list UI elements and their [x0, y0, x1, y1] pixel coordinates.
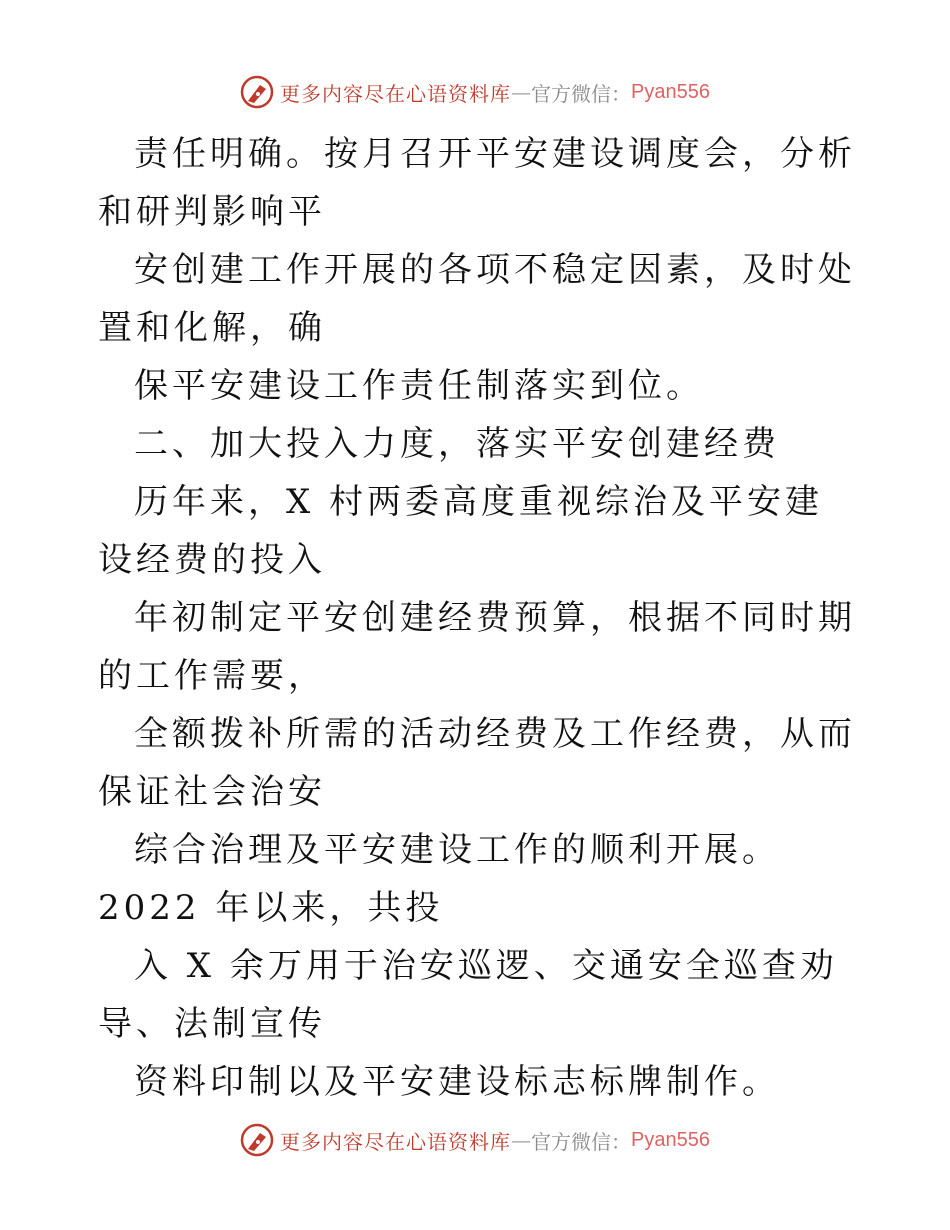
footer-watermark-banner	[0, 1120, 950, 1160]
section-heading: 二、加大投入力度，落实平安创建经费	[134, 424, 780, 464]
banner-wechat-id: Pyan556	[631, 1128, 710, 1151]
paragraph: 资料印制以及平安建设标志标牌制作。	[134, 1062, 780, 1102]
banner-text: 更多内容尽在心语资料库	[280, 1129, 512, 1154]
header-watermark-banner	[0, 72, 950, 112]
paragraph: 保平安建设工作责任制落实到位。	[134, 366, 704, 406]
paragraph: 历年来，X 村两委高度重视综治及平安建设经费的投入	[98, 482, 824, 580]
paragraph: 安创建工作开展的各项不稳定因素，及时处置和化解，确	[98, 250, 856, 348]
document-body	[98, 125, 858, 1111]
pen-nib-logo-icon	[240, 1123, 274, 1157]
paragraph: 综合治理及平安建设工作的顺利开展。2022 年以来，共投	[98, 830, 780, 928]
banner-wechat-id: Pyan556	[631, 80, 710, 103]
pen-nib-logo-icon	[240, 75, 274, 109]
banner-separator: —	[511, 80, 532, 104]
banner-wechat-label: 官方微信：	[531, 81, 632, 106]
paragraph: 入 X 余万用于治安巡逻、交通安全巡查劝导、法制宣传	[98, 946, 838, 1044]
paragraph: 年初制定平安创建经费预算，根据不同时期的工作需要，	[98, 598, 856, 696]
paragraph: 责任明确。按月召开平安建设调度会，分析和研判影响平	[98, 134, 856, 232]
banner-wechat-label: 官方微信：	[531, 1129, 632, 1154]
banner-text: 更多内容尽在心语资料库	[280, 81, 512, 106]
banner-separator: —	[511, 1128, 532, 1152]
paragraph: 全额拨补所需的活动经费及工作经费，从而保证社会治安	[98, 714, 856, 812]
